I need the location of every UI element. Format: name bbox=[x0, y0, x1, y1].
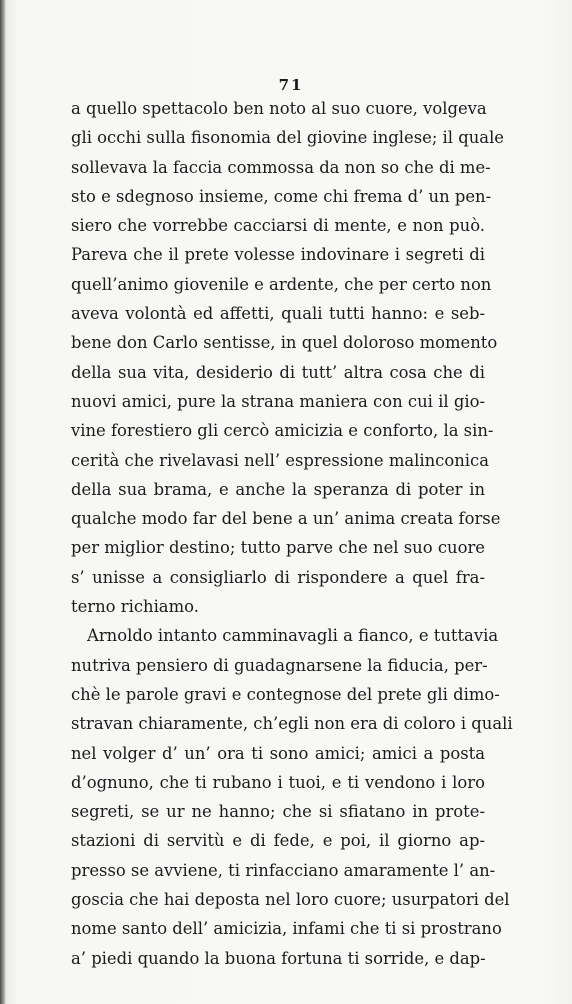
text-line: sto e sdegnoso insieme, come chi frema d’ un pen- bbox=[71, 186, 492, 206]
text-line: stravan chiaramente, ch’egli non era di coloro i quali bbox=[71, 714, 513, 734]
text-line: della sua vita, desiderio di tutt’ altra cosa che di bbox=[71, 362, 485, 382]
text-line: gli occhi sulla fisonomia del giovine inglese; il quale bbox=[71, 128, 505, 148]
text-line: stazioni di servitù e di fede, e poi, il giorno ap- bbox=[71, 831, 485, 851]
text-line: vine forestiero gli cercò amicizia e conforto, la sin- bbox=[71, 421, 494, 441]
text-line: nutriva pensiero di guadagnarsene la fiducia, per- bbox=[71, 655, 488, 675]
text-line: presso se avviene, ti rinfacciano amaramente l’ an- bbox=[71, 860, 496, 880]
text-line: cerità che rivelavasi nell’ espressione malinconica bbox=[71, 450, 489, 470]
body-text bbox=[71, 94, 513, 973]
text-line: d’ognuno, che ti rubano i tuoi, e ti vendono i loro bbox=[71, 772, 485, 792]
text-line: goscia che hai deposta nel loro cuore; usurpatori del bbox=[71, 890, 510, 910]
text-line: nel volger d’ un’ ora ti sono amici; amici a posta bbox=[71, 743, 485, 763]
text-line: segreti, se ur ne hanno; che si sfiatano in prote- bbox=[71, 802, 485, 822]
text-line: aveva volontà ed affetti, quali tutti hanno: e seb- bbox=[71, 304, 485, 324]
text-line: qualche modo far del bene a un’ anima creata forse bbox=[71, 509, 501, 529]
text-line: quell’animo giovenile e ardente, che per certo non bbox=[71, 274, 492, 294]
text-line: siero che vorrebbe cacciarsi di mente, e non può. bbox=[71, 216, 485, 236]
page-binding-edge bbox=[0, 0, 6, 1004]
text-line: Pareva che il prete volesse indovinare i segreti di bbox=[71, 245, 485, 265]
text-line: Arnoldo intanto camminavagli a fianco, e tuttavia bbox=[87, 626, 499, 646]
text-line: nuovi amici, pure la strana maniera con cui il gio- bbox=[71, 391, 485, 411]
paragraph bbox=[71, 621, 513, 973]
paragraph bbox=[71, 94, 505, 621]
text-line: a quello spettacolo ben noto al suo cuore, volgeva bbox=[71, 99, 487, 118]
text-line: terno richiamo. bbox=[71, 597, 199, 617]
page-number: 71 bbox=[278, 76, 304, 94]
text-line: nome santo dell’ amicizia, infami che ti si prostrano bbox=[71, 919, 502, 939]
text-line: bene don Carlo sentisse, in quel doloroso momento bbox=[71, 333, 498, 353]
text-line: sollevava la faccia commossa da non so che di me- bbox=[71, 157, 491, 177]
text-line: per miglior destino; tutto parve che nel suo cuore bbox=[71, 538, 485, 558]
text-line: a’ piedi quando la buona fortuna ti sorride, e dap- bbox=[71, 948, 486, 968]
text-line: chè le parole gravi e contegnose del prete gli dimo- bbox=[71, 684, 500, 704]
text-line: s’ unisse a consigliarlo di rispondere a quel fra- bbox=[71, 567, 485, 587]
text-line: della sua brama, e anche la speranza di poter in bbox=[71, 479, 485, 499]
